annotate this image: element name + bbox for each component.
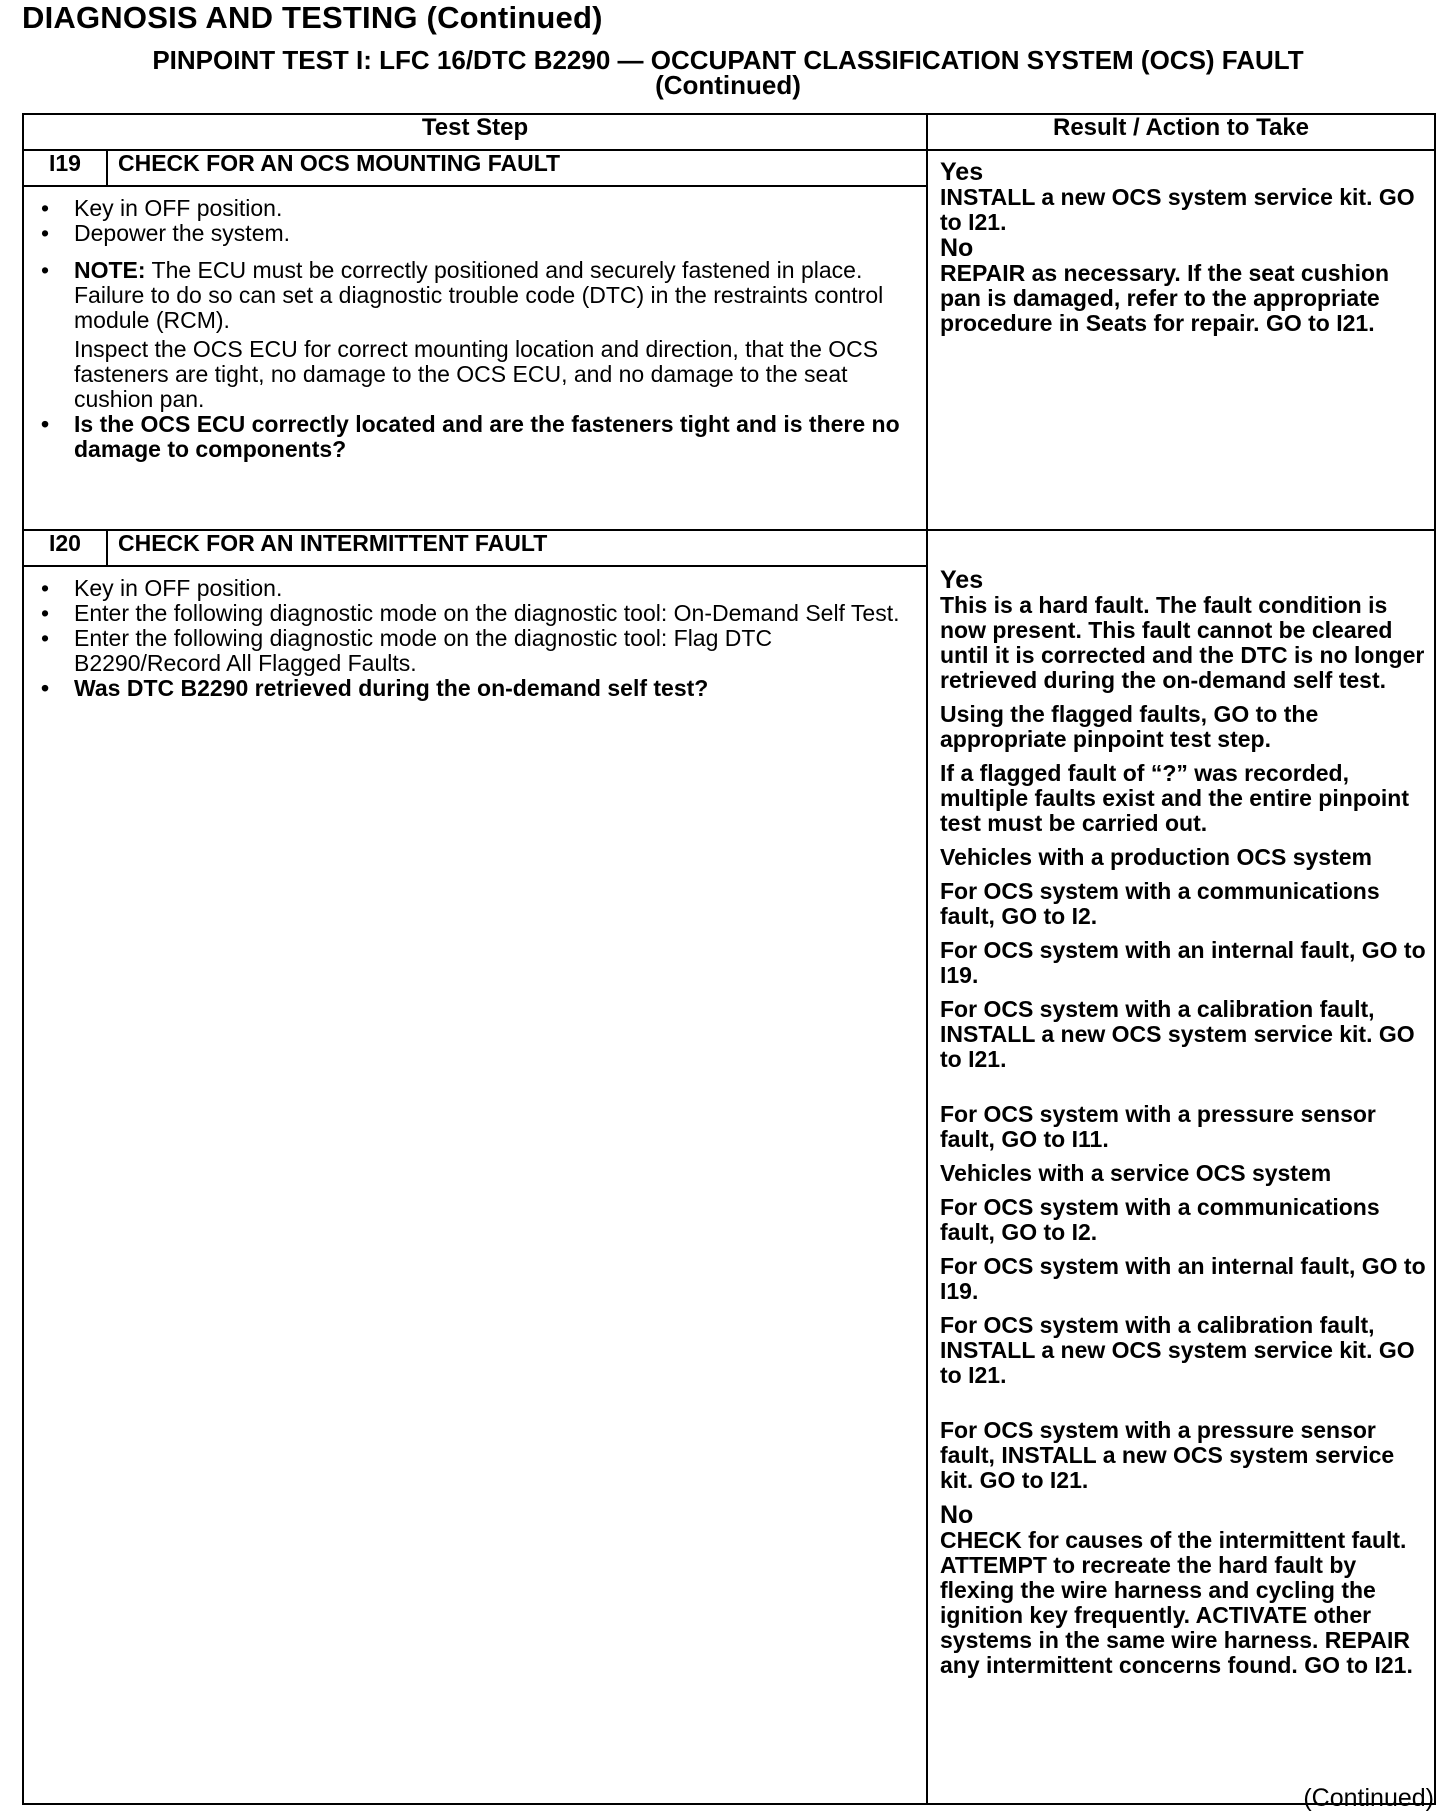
page-title: DIAGNOSIS AND TESTING (Continued)	[22, 0, 603, 35]
step-link[interactable]: I21	[968, 1046, 1001, 1072]
step-link[interactable]: I19	[940, 962, 972, 988]
yes-action: INSTALL a new OCS system service kit. GO to	[940, 184, 1415, 235]
instruction-item: • Key in OFF position.	[74, 196, 906, 221]
step-instructions	[23, 566, 927, 1804]
step-id: I20	[23, 530, 107, 566]
step-link[interactable]: I2	[1071, 903, 1091, 929]
service-ocs-heading: Vehicles with a service OCS system	[940, 1160, 1332, 1186]
result-text: For OCS system with an internal fault, GO to	[940, 937, 1426, 963]
instruction-item: • Depower the system.	[74, 221, 906, 246]
yes-label: Yes	[940, 566, 984, 594]
instruction-item: • Enter the following diagnostic mode on the diagnostic tool: Flag DTC B2290/Record All Flagged Faults.	[74, 626, 906, 676]
inspect-text: Inspect the OCS ECU for correct mounting location and direction, that the OCS fasteners are tight, no damage to the OCS ECU, and no damage to the seat cushion pan.	[74, 336, 879, 412]
result-line: For OCS system with a calibration fault, INSTALL a new OCS system service kit. GO to I21.	[940, 996, 1415, 1072]
instruction-question: • Was DTC B2290 retrieved during the on-demand self test?	[74, 676, 906, 701]
result-line: For OCS system with an internal fault, GO to I19.	[940, 937, 1426, 988]
pinpoint-test-title-line2: (Continued)	[655, 70, 801, 100]
pinpoint-test-title-line1: PINPOINT TEST I: LFC 16/DTC B2290 — OCCUPANT CLASSIFICATION SYSTEM (OCS) FAULT	[152, 45, 1304, 75]
no-block: No REPAIR as necessary. If the seat cushion pan is damaged, refer to the appropriate procedure in Seats for repair. GO to I21.	[940, 234, 1390, 336]
header-result-action: Result / Action to Take	[927, 114, 1435, 150]
continued-footer: (Continued)	[1303, 1784, 1434, 1812]
result-text: For OCS system with a pressure sensor fault, GO to	[940, 1101, 1376, 1152]
step-link[interactable]: I2	[1071, 1219, 1091, 1245]
no-label: No	[940, 234, 974, 262]
step-link[interactable]: I11	[1071, 1126, 1103, 1152]
no-action: CHECK for causes of the intermittent fault. ATTEMPT to recreate the hard fault by flexing the wire harness and cycling the ignition key frequently. ACTIVATE other systems in the same wire harness. REPAIR any intermittent concerns found. GO to	[940, 1527, 1410, 1678]
yes-text-part: was recorded, multiple faults exist and the entire pinpoint test must be carried out.	[940, 760, 1409, 836]
step-row-i19	[23, 150, 1435, 186]
step-row-i20	[23, 530, 1435, 566]
step-link[interactable]: I21	[968, 1362, 1001, 1388]
note-text: The ECU must be correctly positioned and securely fastened in place. Failure to do so can set a diagnostic trouble code (DTC) in the restraints control module (RCM).	[74, 257, 884, 333]
step-title: CHECK FOR AN OCS MOUNTING FAULT	[107, 150, 927, 186]
yes-block	[940, 567, 1426, 693]
step-link[interactable]: I21	[968, 209, 1001, 235]
yes-text	[940, 761, 1426, 836]
note-label: NOTE:	[74, 257, 146, 283]
result-line: For OCS system with a pressure sensor fault, INSTALL a new OCS system service kit. GO to I21.	[940, 1417, 1395, 1493]
no-block: No CHECK for causes of the intermittent fault. ATTEMPT to recreate the hard fault by flexing the wire harness and cycling the ignition key frequently. ACTIVATE other systems in the same wire harness. REPAIR any intermittent concerns found. GO to I21.	[940, 1501, 1413, 1678]
result-text: For OCS system with a communications fault, GO to	[940, 878, 1380, 929]
yes-text: This is a hard fault. The fault condition is now present. This fault cannot be cleared until it is corrected and the DTC is no longer retrieved during the on-demand self test.	[940, 592, 1425, 693]
no-action: REPAIR as necessary. If the seat cushion pan is damaged, refer to the appropriate procedure in Seats for repair. GO to	[940, 260, 1390, 336]
step-link[interactable]: I19	[940, 1278, 972, 1304]
production-ocs-heading: Vehicles with a production OCS system	[940, 844, 1373, 870]
result-text: For OCS system with a communications fault, GO to	[940, 1194, 1380, 1245]
result-text: For OCS system with a calibration fault, INSTALL a new OCS system service kit. GO to	[940, 1312, 1415, 1388]
no-label: No	[940, 1501, 974, 1529]
result-line: For OCS system with an internal fault, GO to I19.	[940, 1253, 1426, 1304]
instruction-note	[74, 258, 906, 412]
flag-symbol: “?”	[1150, 760, 1188, 786]
result-line: For OCS system with a calibration fault, INSTALL a new OCS system service kit. GO to I21.	[940, 1312, 1415, 1388]
instruction-question: • Is the OCS ECU correctly located and are the fasteners tight and is there no damage to components?	[74, 412, 906, 462]
pinpoint-test-table	[22, 113, 1436, 1805]
result-cell-i19	[927, 150, 1435, 530]
instruction-item: • Enter the following diagnostic mode on the diagnostic tool: On-Demand Self Test.	[74, 601, 906, 626]
header-test-step: Test Step	[23, 114, 927, 150]
yes-text: Using the flagged faults, GO to the appropriate pinpoint test step.	[940, 701, 1319, 752]
step-link[interactable]: I21	[1374, 1652, 1407, 1678]
result-line: For OCS system with a pressure sensor fault, GO to I11.	[940, 1101, 1376, 1152]
step-instructions	[23, 186, 927, 530]
result-text: For OCS system with an internal fault, GO to	[940, 1253, 1426, 1279]
yes-text-part: If a flagged fault of	[940, 760, 1151, 786]
result-line: For OCS system with a communications fault, GO to I2.	[940, 1194, 1380, 1245]
result-text: For OCS system with a pressure sensor fault, INSTALL a new OCS system service kit. GO to	[940, 1417, 1395, 1493]
result-text: For OCS system with a calibration fault, INSTALL a new OCS system service kit. GO to	[940, 996, 1415, 1072]
instruction-item: • Key in OFF position.	[74, 576, 906, 601]
step-link[interactable]: I21	[1336, 310, 1369, 336]
step-link[interactable]: I21	[1049, 1467, 1082, 1493]
result-line: For OCS system with a communications fault, GO to I2.	[940, 878, 1380, 929]
step-id: I19	[23, 150, 107, 186]
yes-block: Yes INSTALL a new OCS system service kit. GO to I21.	[940, 158, 1415, 235]
yes-label: Yes	[940, 158, 984, 186]
pinpoint-test-title	[22, 45, 1434, 100]
result-cell-i20	[927, 530, 1435, 1804]
table-header-row	[23, 114, 1435, 150]
step-title: CHECK FOR AN INTERMITTENT FAULT	[107, 530, 927, 566]
